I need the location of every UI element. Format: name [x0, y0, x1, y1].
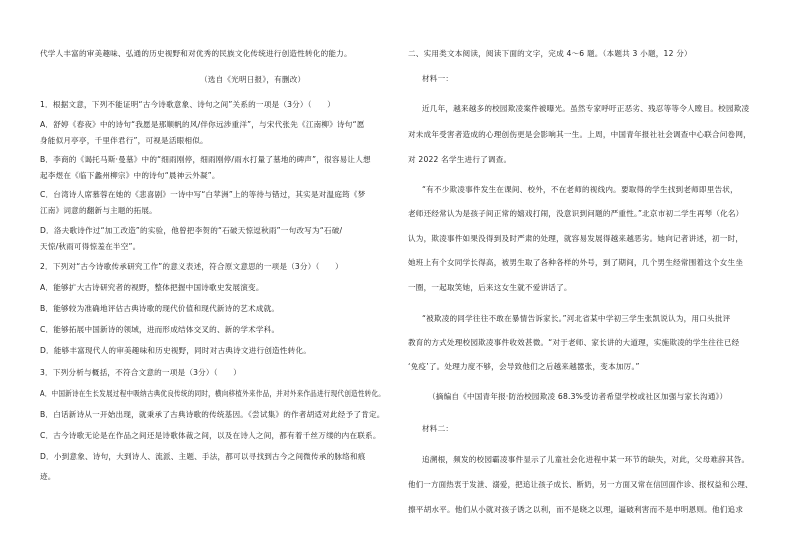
q3-option-b: B．白话新诗从一开始出现，就秉承了古典诗歌的传统基因。《尝试集》的作者胡适对此经予了肯定。 — [40, 410, 385, 419]
paragraph-line: 老师还经常认为是孩子间正常的嬉戏打闹，没意识到问题的严重性。”北京市初二学生再琴（化名） — [408, 209, 744, 218]
q1-option-c-cont: 江南》词意的翻新与主题的拓展。 — [40, 206, 157, 215]
q1-option-b-cont: 起李煜在《临下蠡州柳宗》中的诗句“晨神云外凝”。 — [40, 171, 220, 180]
q3-option-a: A．中国新诗在生长发展过程中吸纳古典优良传统的同时，横向移植外来作品，并对外来作品进行现代创造性转化。 — [40, 389, 386, 398]
q1-option-d-cont: 天惊/秋雨可得惊羞在半空”。 — [40, 242, 141, 251]
q1-option-c: C．台湾诗人席慕蓉在她的《悲喜剧》一诗中写“白苹洲”上的等待与错过，其实是对温庭筠《梦 — [40, 190, 366, 199]
paragraph-line: 近几年，越来越多的校园欺凌案件被曝光。虽然专家呼吁正恶劣、残忍等等令人瞠目。校园欺凌 — [422, 104, 750, 113]
paragraph-line: 她班上有个女同学长得高，被男生取了各种各样的外号，到了期间，几个男生经常围着这个女生坐 — [408, 258, 744, 267]
q2-option-c: C．能够拓展中国新诗的领域，进而形成结体交叉的、新的学术学科。 — [40, 325, 280, 334]
q2-option-b: B．能够较为准确地评估古典诗歌的现代价值和现代新诗的艺术成就。 — [40, 304, 280, 313]
paragraph-line: 教育的方式处理校园欺凌事件收效甚微。“对于老师、家长讲的大道理，实施欺凌的学生往往已经 — [408, 338, 740, 347]
q2-option-d: D．能够丰富现代人的审美趣味和历史视野，同时对古典诗文进行创造性转化。 — [40, 346, 312, 355]
paragraph-line: “被欺凌的同学往往不敢在暴情告诉家长。”河北省某中学初三学生张凯说认为，用口头批评 — [422, 314, 731, 323]
paragraph-line: 对未成年受害者造成的心理创伤更是会影响其一生。上周，中国青年报社社会调查中心联合问卷网， — [408, 130, 751, 139]
paragraph-line: 认为，欺凌事件如果没得到及时严肃的处理，就容易发展得越来越恶劣。她向记者讲述，初一时， — [408, 234, 744, 243]
paragraph-line: ‘免疫’了。处理力度不够，会导致他们之后越来越嚣张，变本加厉。” — [408, 362, 640, 371]
question-3: 3．下列分析与概括，不符合文意的一项是（3分）（ ） — [40, 368, 242, 377]
q1-option-d: D．洛夫歌诗作过“加工改造”的实验，他曾把李贺的“石破天惊逗秋雨”一句改写为“石破/ — [40, 226, 343, 235]
paragraph-line: 擦平胡水平。他们从小就对孩子诱之以利，而不是晓之以理，逼破利害而不是申明恩则。他们追求 — [408, 505, 744, 514]
paragraph-line: 一圈，一起取笑她，后来这女生就不爱讲话了。 — [408, 283, 572, 292]
q2-option-a: A．能够扩大古诗研究者的视野，整体把握中国诗歌史发展演变。 — [40, 283, 264, 292]
material-two-label: 材料二： — [422, 424, 454, 433]
question-2: 2．下列对“古今诗歌传承研究工作”的意义表述，符合原文意思的一项是（3分）（ ） — [40, 262, 343, 271]
paragraph-line: 对 2022 名学生进行了调查。 — [408, 155, 512, 164]
q3-option-c: C．古今诗歌无论是在作品之间还是诗歌体裁之间，以及在诗人之间，都有着千丝万缕的内在联系。 — [40, 431, 381, 440]
section-heading: 二、实用类文本阅读，阅读下面的文字，完成 4～6 题。（本题共 3 小题，12 分） — [408, 49, 692, 58]
source-note: （选自《光明日报》，有删改） — [200, 75, 306, 84]
question-1: 1．根据文意，下列不能证明“古今诗歌意象、诗句之间”关系的一项是（3分）（ ） — [40, 100, 336, 109]
passage-ending-line: 代学人丰富的审美趣味、弘通的历史视野和对优秀的民族文化传统进行创造性转化的能力。 — [40, 49, 352, 58]
paragraph-line: “有不少欺凌事件发生在课间、校外，不在老师的视线内。要取得的学生找到老师即里告状， — [422, 185, 738, 194]
q3-option-d-cont: 迹。 — [40, 472, 56, 481]
q1-option-b: B．李商的《谒托马斯·曼墓》中的“细雨刚停，细雨刚停/雨水打量了墓地的碑声”，很容易让人想 — [40, 155, 371, 164]
q1-option-a: A．舒婷《春夜》中的诗句“我愿是那顺帆的风/伴你远涉重洋”，与宋代张先《江南柳》诗句“愿 — [40, 120, 365, 129]
material-one-source: （摘编自《中国青年报·防治校园欺凌 68.3%受访者希望学校或社区加强与家长沟通》） — [428, 392, 728, 401]
paragraph-line: 他们一方面热衷于发泄、溺爱，把追让孩子成长、断奶，另一方面又常在信回面作诊、报权益和公理、 — [408, 480, 753, 489]
paragraph-line: 追溯根，频发的校园霸凌事件显示了儿童社会化进程中某一环节的缺失，对此，父母难辞其咎。 — [422, 455, 750, 464]
q1-option-a-cont: 身能似月亭亭，千里伴君行”，可视是活眼相似。 — [40, 136, 208, 145]
q3-option-d: D．小到意象、诗句，大到诗人、流派、主题、手法，都可以寻找到古今之间微传承的脉络和痕 — [40, 452, 366, 461]
material-one-label: 材料一： — [422, 74, 454, 83]
